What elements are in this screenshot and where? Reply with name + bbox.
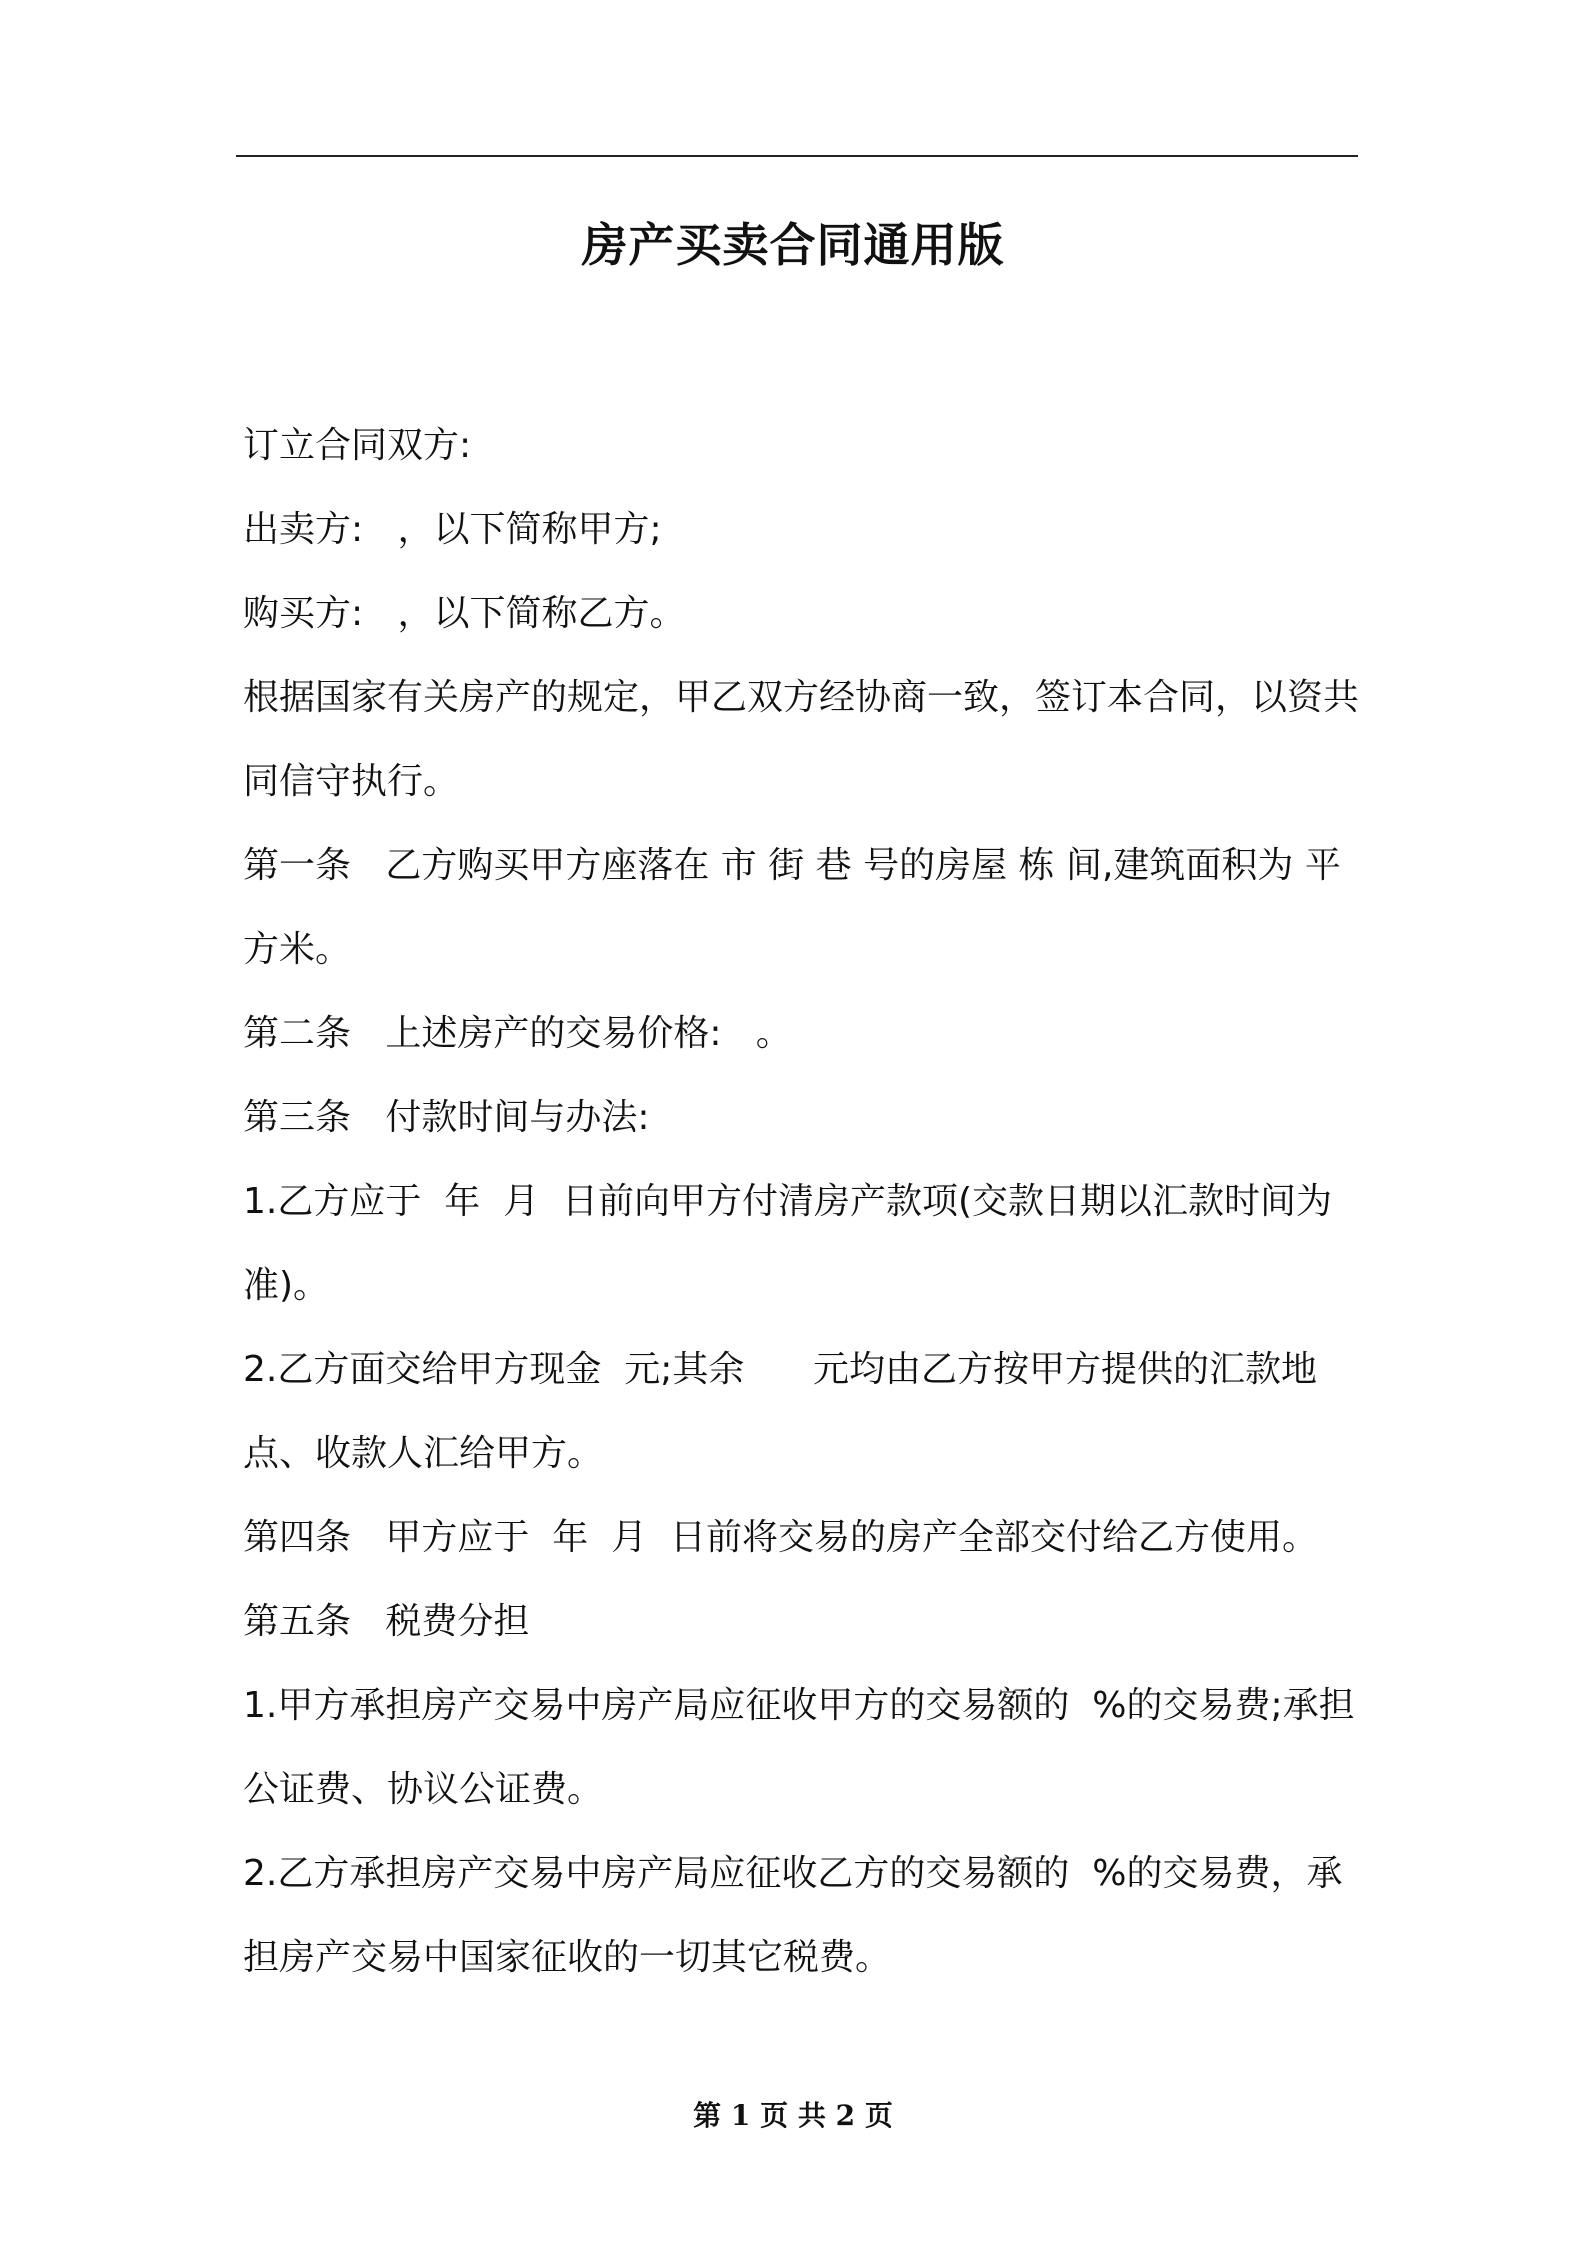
paragraph-article-2: 第二条 上述房产的交易价格: 。 xyxy=(243,1013,792,1054)
paragraph-article-1: 第一条 乙方购买甲方座落在 市 街 巷 号的房屋 栋 间,建筑面积为 平方米。 xyxy=(243,845,1341,970)
document-title: 房产买卖合同通用版 xyxy=(581,218,1005,272)
paragraph-parties-heading: 订立合同双方: xyxy=(243,425,472,466)
header-rule xyxy=(236,155,1358,157)
paragraph-article-3: 第三条 付款时间与办法: xyxy=(243,1097,650,1138)
paragraph-article-5-item-1: 1.甲方承担房产交易中房产局应征收甲方的交易额的 %的交易费;承担公证费、协议公证费。 xyxy=(243,1685,1355,1810)
paragraph-article-5-item-2: 2.乙方承担房产交易中房产局应征收乙方的交易额的 %的交易费，承担房产交易中国家征收的一切其它税费。 xyxy=(243,1853,1343,1978)
paragraph-article-4: 第四条 甲方应于 年 月 日前将交易的房产全部交付给乙方使用。 xyxy=(243,1517,1318,1558)
paragraph-buyer: 购买方: ，以下简称乙方。 xyxy=(243,593,686,634)
page-number-footer: 第 1 页 共 2 页 xyxy=(693,2099,893,2132)
paragraph-seller: 出卖方: ，以下简称甲方; xyxy=(243,509,662,550)
paragraph-preamble: 根据国家有关房产的规定，甲乙双方经协商一致，签订本合同，以资共同信守执行。 xyxy=(243,677,1360,802)
paragraph-article-3-item-1: 1.乙方应于 年 月 日前向甲方付清房产款项(交款日期以汇款时间为准)。 xyxy=(243,1181,1333,1306)
paragraph-article-5: 第五条 税费分担 xyxy=(243,1601,530,1642)
paragraph-article-3-item-2: 2.乙方面交给甲方现金 元;其余 元均由乙方按甲方提供的汇款地点、收款人汇给甲方。 xyxy=(243,1349,1318,1474)
document-body xyxy=(243,404,1361,2000)
